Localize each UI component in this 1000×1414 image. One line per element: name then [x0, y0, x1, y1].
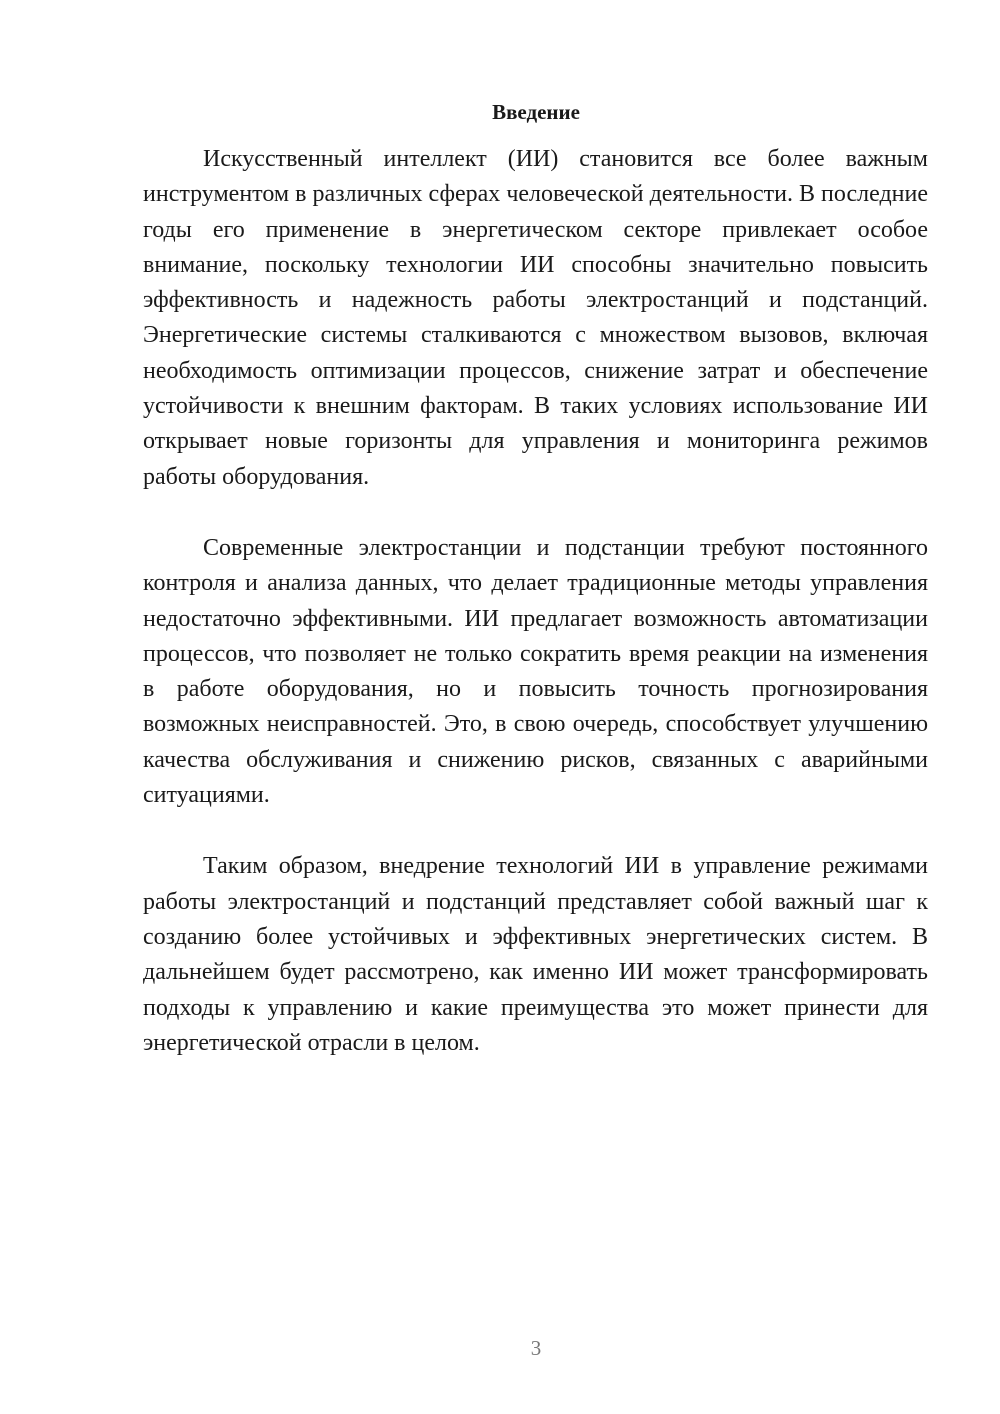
- page-title: Введение: [492, 100, 580, 124]
- page-number: 3: [530, 1336, 542, 1360]
- paragraph-3: Таким образом, внедрение технологий ИИ в управление режимами работы электростанций и подстанций представляет собой важный шаг к созданию более устойчивых и эффективных энергетических систем. В дальнейшем будет рассмотрено, как именно ИИ может трансформировать подходы к управлению и какие преимущества это может принести для энергетической отрасли в целом.: [143, 853, 928, 1056]
- paragraph-1: Искусственный интеллект (ИИ) становится все более важным инструментом в различных сферах человеческой деятельности. В последние годы его применение в энергетическом секторе привлекает особое внимание, поскольку технологии ИИ способны значительно повысить эффективность и надежность работы электростанций и подстанций. Энергетические системы сталкиваются с множеством вызовов, включая необходимость оптимизации процессов, снижение затрат и обеспечение устойчивости к внешним факторам. В таких условиях использование ИИ открывает новые горизонты для управления и мониторинга режимов работы оборудования.: [143, 146, 928, 490]
- paragraph-2: Современные электростанции и подстанции требуют постоянного контроля и анализа данных, что делает традиционные методы управления недостаточно эффективными. ИИ предлагает возможность автоматизации процессов, что позволяет не только сократить время реакции на изменения в работе оборудования, но и повысить точность прогнозирования возможных неисправностей. Это, в свою очередь, способствует улучшению качества обслуживания и снижению рисков, связанных с аварийными ситуациями.: [143, 534, 928, 809]
- document-body: [143, 142, 928, 1061]
